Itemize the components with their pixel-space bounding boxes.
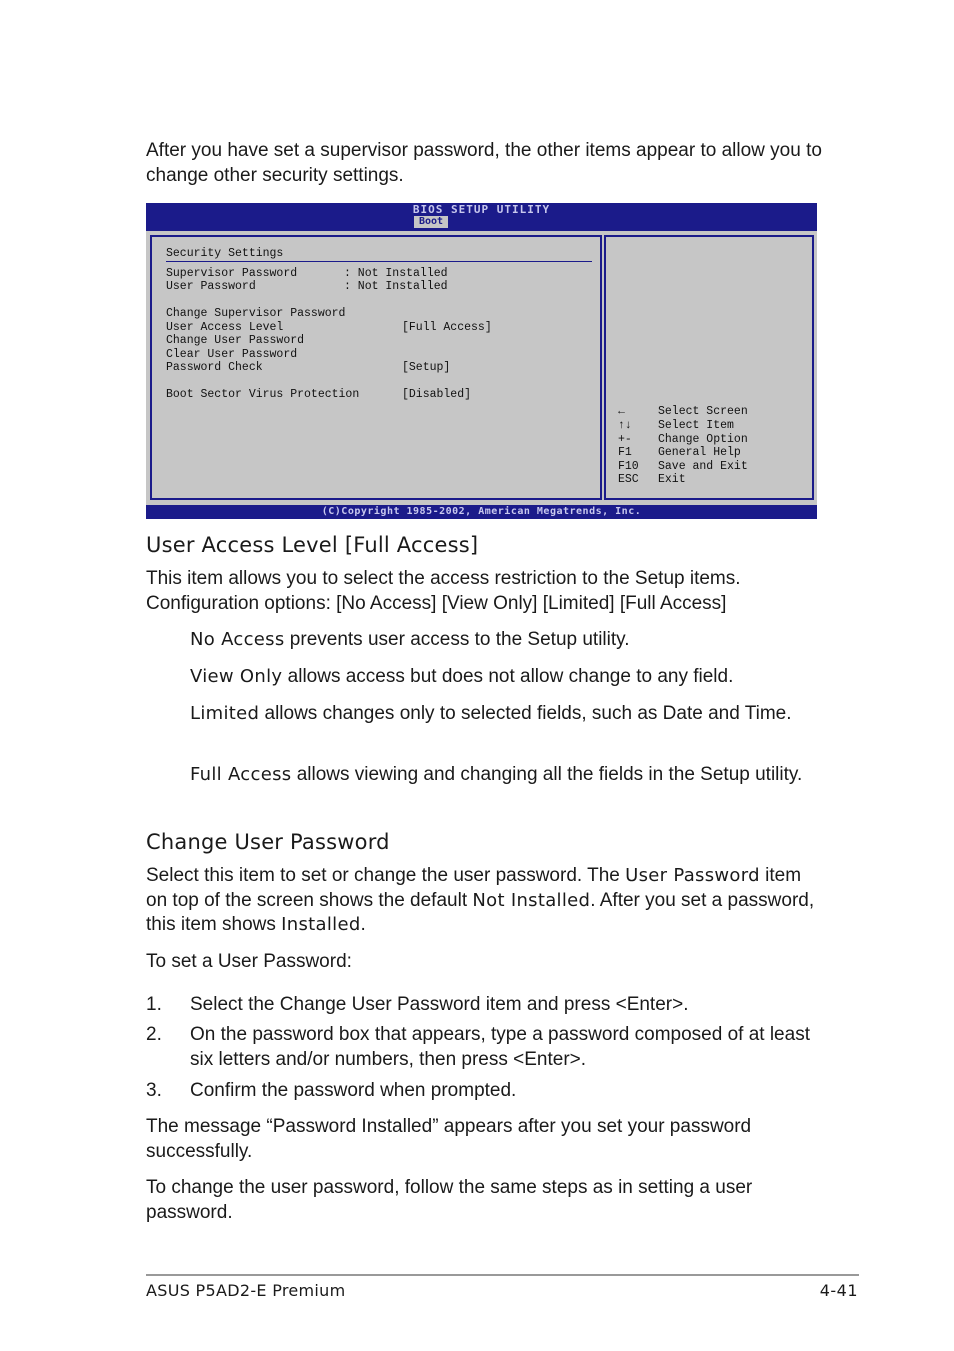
bios-tab-boot: Boot <box>414 216 448 228</box>
bios-settings-panel <box>150 235 602 500</box>
bios-item-label: Change User Password <box>166 334 305 347</box>
bios-key-desc: General Help <box>658 446 741 459</box>
bios-key-desc: Select Item <box>658 419 734 432</box>
section-body <box>146 864 826 938</box>
footer-divider <box>146 1274 859 1276</box>
section-heading: Change User Password <box>146 830 390 854</box>
bios-key-desc: Exit <box>658 473 686 486</box>
option-desc: allows changes only to selected fields, such as Date and Time. <box>259 703 792 724</box>
bios-item-label: Change Supervisor Password <box>166 307 346 320</box>
step-number: 1. <box>146 994 162 1015</box>
bios-item-label: Boot Sector Virus Protection <box>166 388 360 401</box>
bios-key-desc: Save and Exit <box>658 460 748 473</box>
option-item <box>190 763 830 788</box>
section-heading: User Access Level [Full Access] <box>146 533 479 557</box>
bios-title-bar <box>146 203 817 231</box>
footer-product-name: ASUS P5AD2-E Premium <box>146 1281 346 1300</box>
bios-screenshot <box>146 203 817 519</box>
option-desc: allows viewing and changing all the fields in the Setup utility. <box>291 764 803 785</box>
bios-copyright-bar: (C)Copyright 1985-2002, American Megatrends, Inc. <box>146 505 817 519</box>
option-item <box>190 628 830 653</box>
step-text: On the password box that appears, type a password composed of at least six letters and/or numbers, then press <Enter>. <box>190 1024 810 1070</box>
option-term: View Only <box>190 666 283 687</box>
step-text: Select the Change User Password item and press <Enter>. <box>190 994 689 1015</box>
option-item <box>190 702 830 727</box>
intro-paragraph: After you have set a supervisor password, the other items appear to allow you to change other security settings. <box>146 140 822 186</box>
bios-key: +- <box>618 433 632 446</box>
bios-item-label: Supervisor Password <box>166 267 298 280</box>
bios-item-label: User Access Level <box>166 321 284 334</box>
bios-key: F10 <box>618 460 639 473</box>
option-item <box>190 665 830 690</box>
bios-item-value: [Setup] <box>402 361 451 374</box>
option-desc: allows access but does not allow change to any field. <box>282 666 734 687</box>
bios-item-value: : Not Installed <box>344 280 448 293</box>
text-run: Select this item to set or change the user password. The <box>146 865 626 886</box>
paragraph: The message “Password Installed” appears after you set your password successfully. <box>146 1116 752 1162</box>
up-down-arrow-icon: ↑↓ <box>618 419 632 432</box>
bios-key: F1 <box>618 446 632 459</box>
text-run: . <box>360 914 366 935</box>
bios-item-label: Clear User Password <box>166 348 298 361</box>
bios-title: BIOS SETUP UTILITY <box>412 203 551 216</box>
bios-section-divider <box>166 261 592 262</box>
option-desc: prevents user access to the Setup utility. <box>284 629 630 650</box>
term-installed: Installed <box>281 914 361 935</box>
step-text: Confirm the password when prompted. <box>190 1080 517 1101</box>
bios-key-desc: Change Option <box>658 433 748 446</box>
bios-item-value: [Full Access] <box>402 321 492 334</box>
bios-item-value: : Not Installed <box>344 267 448 280</box>
option-term: No Access <box>190 629 285 650</box>
section-body: This item allows you to select the access restriction to the Setup items. Configuration options: [No Access] [View Only] [Limited] [Full Access] <box>146 568 741 614</box>
bios-key-desc: Select Screen <box>658 405 748 418</box>
text-run: . After you set a password, this item shows <box>146 889 815 935</box>
left-arrow-icon: ← <box>618 405 625 418</box>
bios-help-panel <box>604 235 814 500</box>
term-not-installed: Not Installed <box>472 889 591 911</box>
option-term: Limited <box>190 703 260 724</box>
paragraph: To set a User Password: <box>146 951 352 972</box>
step-number: 3. <box>146 1080 162 1101</box>
option-term: Full Access <box>190 764 292 785</box>
footer-page-number: 4-41 <box>819 1281 858 1300</box>
paragraph: To change the user password, follow the same steps as in setting a user password. <box>146 1177 753 1223</box>
bios-section-title: Security Settings <box>166 247 284 260</box>
term-user-password: User Password <box>625 865 760 886</box>
step-number: 2. <box>146 1024 162 1045</box>
bios-key: ESC <box>618 473 639 486</box>
bios-item-label: User Password <box>166 280 256 293</box>
text-run: item on top of the screen shows the default <box>146 865 802 911</box>
bios-item-label: Password Check <box>166 361 263 374</box>
bios-item-value: [Disabled] <box>402 388 472 401</box>
